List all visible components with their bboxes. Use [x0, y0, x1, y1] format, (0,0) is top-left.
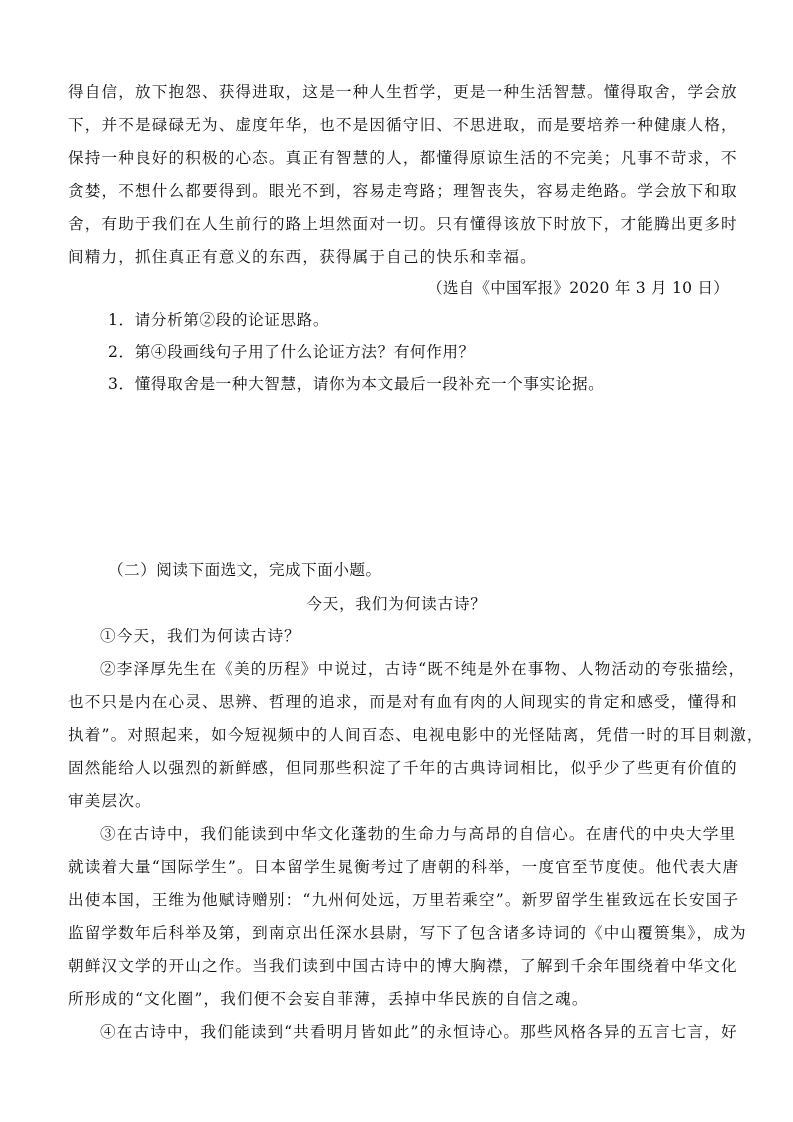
- question-2: 2．第④段画线句子用了什么论证方法？有何作用？: [108, 343, 475, 361]
- passage-line: 下，并不是碌碌无为、虚度年华，也不是因循守旧、不思进取，而是要培养一种健康人格，: [68, 116, 738, 134]
- paragraph-2-line: 执着”。对照起来，如今短视频中的人间百态、电视电影中的光怪陆离，凭借一时的耳目刺激，: [68, 726, 764, 744]
- question-1: 1．请分析第②段的论证思路。: [108, 311, 330, 329]
- paragraph-2-line: 审美层次。: [68, 792, 152, 810]
- article-title: 今天，我们为何读古诗？: [306, 595, 487, 613]
- passage-line: 间精力，抓住真正有意义的东西，获得属于自己的快乐和幸福。: [68, 248, 537, 266]
- paragraph-3-line: 就读着大量“国际学生”。日本留学生晁衡考过了唐朝的科举，一度官至节度使。他代表大唐: [68, 858, 740, 876]
- paragraph-4-line: ④在古诗中，我们能读到“共看明月皆如此”的永恒诗心。那些风格各异的五言七言，好: [100, 1023, 738, 1041]
- passage-line: 得自信，放下抱怨、获得进取，这是一种人生哲学，更是一种生活智慧。懂得取舍，学会放: [68, 83, 738, 101]
- paragraph-1: ①今天，我们为何读古诗？: [100, 627, 301, 645]
- source-citation: （选自《中国军报》2020 年 3 月 10 日）: [427, 279, 729, 297]
- paragraph-2-line: 也不只是内在心灵、思辨、哲理的追求，而是对有血有肉的人间现实的肯定和感受，懂得和: [68, 693, 738, 711]
- question-3: 3．懂得取舍是一种大智慧，请你为本文最后一段补充一个事实论据。: [108, 375, 605, 393]
- paragraph-2-line: 固然能给人以强烈的新鲜感，但同那些积淀了千年的古典诗词相比，似乎少了些更有价值的: [68, 759, 738, 777]
- paragraph-3-line: 出使本国，王维为他赋诗赠别：“九州何处远，万里若乘空”。新罗留学生崔致远在长安国子: [68, 891, 740, 909]
- paragraph-3-line: 所形成的“文化圈”，我们便不会妄自菲薄，丢掉中华民族的自信之魂。: [68, 990, 589, 1008]
- passage-line: 保持一种良好的积极的心态。真正有智慧的人，都懂得原谅生活的不完美；凡事不苛求，不: [68, 149, 738, 167]
- passage-line: 贪婪，不想什么都要得到。眼光不到，容易走弯路；理智丧失，容易走绝路。学会放下和取: [68, 182, 738, 200]
- passage-line: 舍，有助于我们在人生前行的路上坦然面对一切。只有懂得该放下时放下，才能腾出更多时: [68, 215, 738, 233]
- paragraph-3-line: ③在古诗中，我们能读到中华文化蓬勃的生命力与高昂的自信心。在唐代的中央大学里: [100, 825, 737, 843]
- paragraph-2-line: ②李泽厚先生在《美的历程》中说过，古诗“既不纯是外在事物、人物活动的夸张描绘，: [100, 660, 746, 678]
- paragraph-3-line: 朝鲜汉文学的开山之作。当我们读到中国古诗中的博大胸襟，了解到千余年围绕着中华文化: [68, 957, 738, 975]
- section-heading: （二）阅读下面选文，完成下面小题。: [108, 561, 382, 579]
- paragraph-3-line: 监留学数年后科举及第，到南京出任深水县尉，写下了包含诸多诗词的《中山覆篑集》，成为: [68, 924, 747, 942]
